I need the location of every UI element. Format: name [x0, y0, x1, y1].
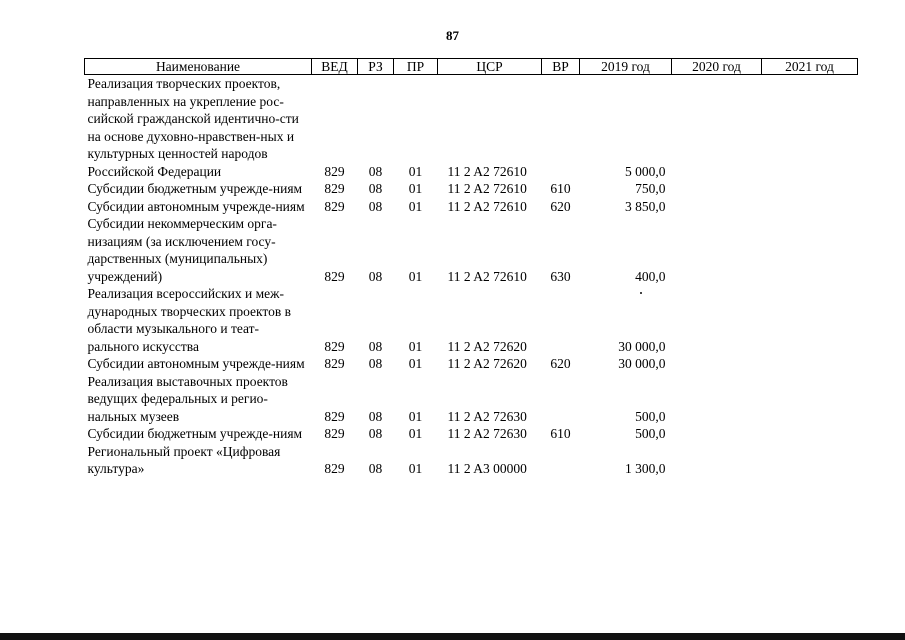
cell-ved: 829 [324, 426, 345, 441]
cell-rz: 08 [368, 268, 383, 284]
cell-name: Субсидии некоммерческим орга-низациям (за исключением госу-дарственных (муниципальных) учреждений) [87, 216, 277, 284]
cell-ved: 829 [324, 268, 345, 284]
cell-name: Реализация выставочных проектов ведущих федеральных и регио-нальных музеев [87, 373, 288, 424]
cell-2019: 3 850,0 [625, 198, 666, 214]
cell-csr: 11 2 A2 72630 [447, 408, 527, 424]
cell-rz: 08 [368, 163, 383, 179]
cell-2020 [672, 355, 762, 373]
cell-csr: 11 2 A2 72620 [447, 356, 527, 371]
cell-csr: 11 2 A2 72610 [447, 268, 527, 284]
header-csr: ЦСР [438, 59, 542, 75]
cell-pr: 01 [408, 268, 423, 284]
cell-2019: 400,0 [635, 268, 666, 284]
scan-speck [640, 292, 642, 294]
cell-rz: 08 [368, 338, 383, 354]
cell-csr: 11 2 A2 72610 [447, 181, 527, 196]
cell-2020 [672, 285, 762, 355]
cell-2020 [672, 215, 762, 285]
cell-rz: 08 [368, 356, 383, 371]
cell-csr: 11 2 A2 72630 [447, 426, 527, 441]
cell-name: Реализация всероссийских и меж-дународных творческих проектов в области музыкального и теат-рального искусства [87, 286, 291, 354]
cell-2021 [762, 198, 858, 216]
table-body [85, 75, 858, 478]
cell-rz: 08 [368, 408, 383, 424]
cell-2019: 30 000,0 [618, 338, 666, 354]
header-vr: ВР [542, 59, 580, 75]
cell-pr: 01 [408, 408, 423, 424]
cell-2019: 30 000,0 [618, 356, 666, 371]
cell-vr [542, 75, 580, 181]
cell-csr: 11 2 A2 72610 [447, 198, 527, 214]
cell-csr: 11 2 A3 00000 [447, 461, 527, 476]
table-row [85, 285, 858, 355]
cell-ved: 829 [324, 181, 345, 196]
cell-2020 [672, 425, 762, 443]
header-pr: ПР [394, 59, 438, 75]
cell-2020 [672, 75, 762, 181]
table-row [85, 443, 858, 478]
cell-name: Субсидии бюджетным учрежде-ниям [87, 426, 303, 441]
header-rz: РЗ [358, 59, 394, 75]
cell-ved: 829 [324, 198, 345, 214]
cell-vr [542, 443, 580, 478]
cell-pr: 01 [408, 181, 423, 196]
header-2021: 2021 год [762, 59, 858, 75]
cell-name: Региональный проект «Цифровая культура» [87, 443, 281, 476]
cell-pr: 01 [408, 163, 423, 179]
cell-name: Субсидии автономным учрежде-ниям [87, 356, 305, 371]
cell-ved: 829 [324, 408, 345, 424]
cell-2020 [672, 180, 762, 198]
cell-vr [542, 285, 580, 355]
cell-2020 [672, 373, 762, 426]
cell-vr: 620 [550, 198, 571, 214]
cell-csr: 11 2 A2 72620 [447, 338, 527, 354]
table-row [85, 425, 858, 443]
cell-2021 [762, 285, 858, 355]
cell-2021 [762, 373, 858, 426]
budget-table [84, 58, 858, 478]
cell-rz: 08 [368, 461, 383, 476]
table-row [85, 373, 858, 426]
cell-vr [542, 373, 580, 426]
cell-2019: 1 300,0 [625, 461, 666, 476]
table-row [85, 198, 858, 216]
cell-pr: 01 [408, 461, 423, 476]
cell-ved: 829 [324, 356, 345, 371]
cell-vr: 630 [550, 268, 571, 284]
cell-2021 [762, 443, 858, 478]
cell-rz: 08 [368, 181, 383, 196]
table-row [85, 215, 858, 285]
header-2020: 2020 год [672, 59, 762, 75]
cell-name: Субсидии бюджетным учрежде-ниям [87, 181, 303, 196]
cell-name: Реализация творческих проектов, направленных на укрепление рос-сийской гражданской идентично-сти на основе духовно-нравствен-ных и культурных ценностей народов Российской Федерации [87, 76, 299, 179]
cell-name: Субсидии автономным учрежде-ниям [87, 198, 305, 214]
header-ved: ВЕД [312, 59, 358, 75]
cell-2019: 500,0 [635, 426, 666, 441]
cell-pr: 01 [408, 356, 423, 371]
cell-pr: 01 [408, 426, 423, 441]
cell-csr: 11 2 A2 72610 [447, 163, 527, 179]
header-2019: 2019 год [580, 59, 672, 75]
page-number: 87 [446, 28, 459, 43]
cell-2020 [672, 198, 762, 216]
table-header-row [85, 59, 858, 75]
cell-2021 [762, 215, 858, 285]
cell-2019: 500,0 [635, 408, 666, 424]
scan-edge-bar [0, 633, 905, 640]
cell-2020 [672, 443, 762, 478]
cell-rz: 08 [368, 426, 383, 441]
cell-vr: 610 [550, 426, 571, 441]
table-row [85, 355, 858, 373]
cell-2021 [762, 180, 858, 198]
cell-2021 [762, 425, 858, 443]
cell-ved: 829 [324, 338, 345, 354]
cell-pr: 01 [408, 198, 423, 214]
header-name: Наименование [85, 59, 312, 75]
cell-rz: 08 [368, 198, 383, 214]
cell-ved: 829 [324, 461, 345, 476]
table-row [85, 180, 858, 198]
cell-vr: 610 [550, 181, 571, 196]
cell-pr: 01 [408, 338, 423, 354]
cell-2021 [762, 355, 858, 373]
cell-2019: 5 000,0 [625, 163, 666, 179]
cell-ved: 829 [324, 163, 345, 179]
table-row [85, 75, 858, 181]
cell-vr: 620 [550, 356, 571, 371]
cell-2019: 750,0 [635, 181, 666, 196]
cell-2021 [762, 75, 858, 181]
